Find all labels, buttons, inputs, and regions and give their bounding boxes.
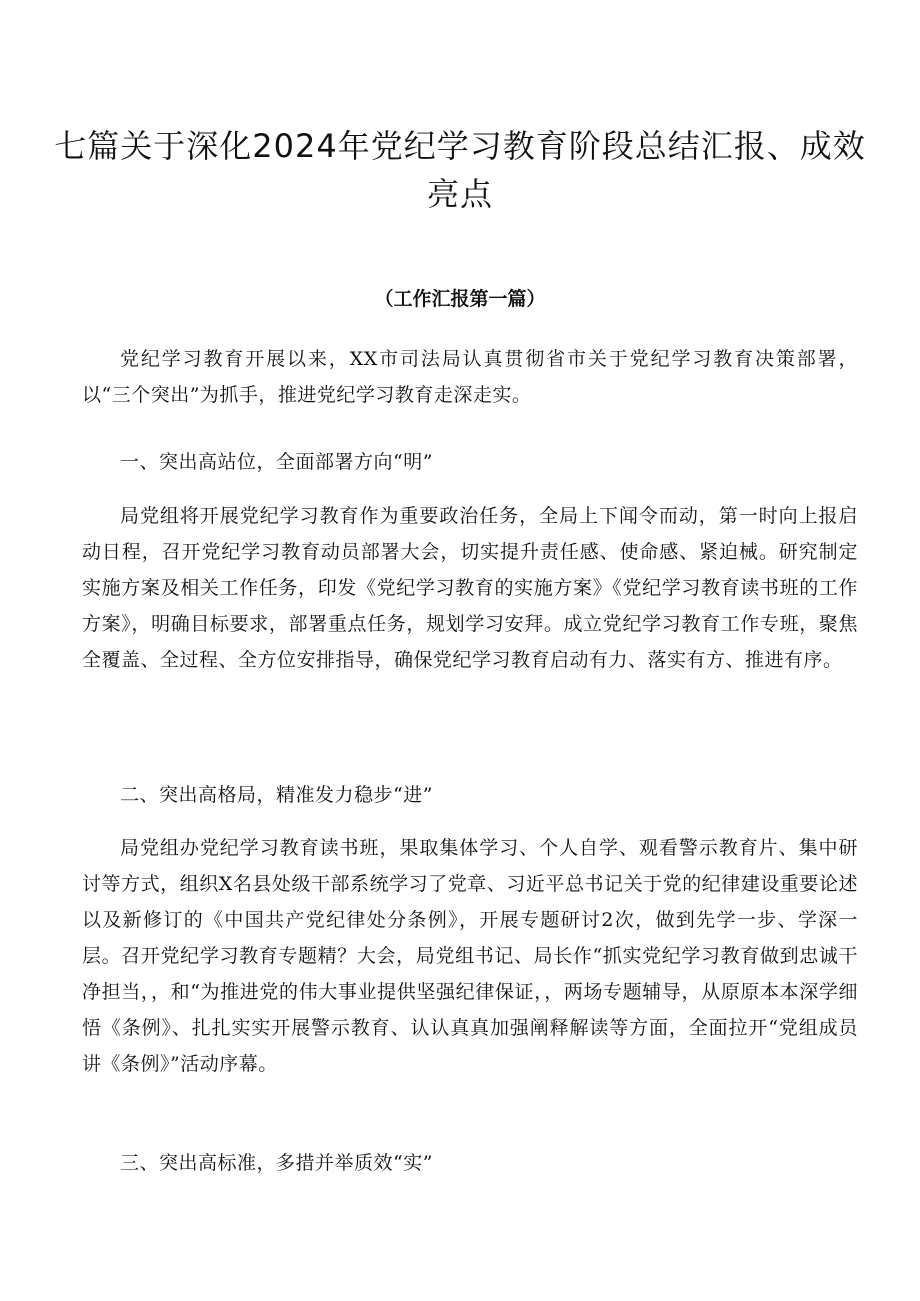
section-heading-3: 三、突出高标准，多措并举质效“实” bbox=[120, 1152, 433, 1174]
section-heading-1: 一、突出高站位，全面部署方向“明” bbox=[120, 451, 433, 473]
section-body-2: 局党组办党纪学习教育读书班，果取集体学习、个人自学、观看警示教育片、集中研讨等方式，组织X名县处级干部系统学习了党章、习近平总书记关于党的纪律建设重要论述以及新修订的《中国共产党纪律处分条例》，开展专题研讨2次，做到先学一步、学深一层。召开党纪学习教育专题精？大会，局党组书记、局长作“抓实党纪学习教育做到忠诚干净担当，，和“为推进党的伟大事业提供坚强纪律保证，，两场专题辅导，从原原本本深学细悟《条例》、扎扎实实开展警示教育、认认真真加强阐释解读等方面，全面拉开“党组成员讲《条例》”活动序幕。 bbox=[82, 837, 858, 1075]
intro-paragraph: 党纪学习教育开展以来，XX市司法局认真贯彻省市关于党纪学习教育决策部署，以“三个突出”为抓手，推进党纪学习教育走深走实。 bbox=[82, 348, 858, 406]
document-subtitle: （工作汇报第一篇） bbox=[374, 288, 546, 310]
section-body-1: 局党组将开展党纪学习教育作为重要政治任务，全局上下闻令而动，第一时向上报启动日程，召开党纪学习教育动员部署大会，切实提升责任感、使命感、紧迫械。研究制定实施方案及相关工作任务，印发《党纪学习教育的实施方案》《党纪学习教育读书班的工作方案》，明确目标要求，部署重点任务，规划学习安拜。成立党纪学习教育工作专班，聚焦全覆盖、全过程、全方位安排指导，确保党纪学习教育启动有力、落实有方、推进有序。 bbox=[82, 505, 858, 671]
document-title: 七篇关于深化2024年党纪学习教育阶段总结汇报、成效亮点 bbox=[54, 127, 866, 213]
section-heading-2: 二、突出高格局，精准发力稳步“进” bbox=[120, 784, 433, 806]
